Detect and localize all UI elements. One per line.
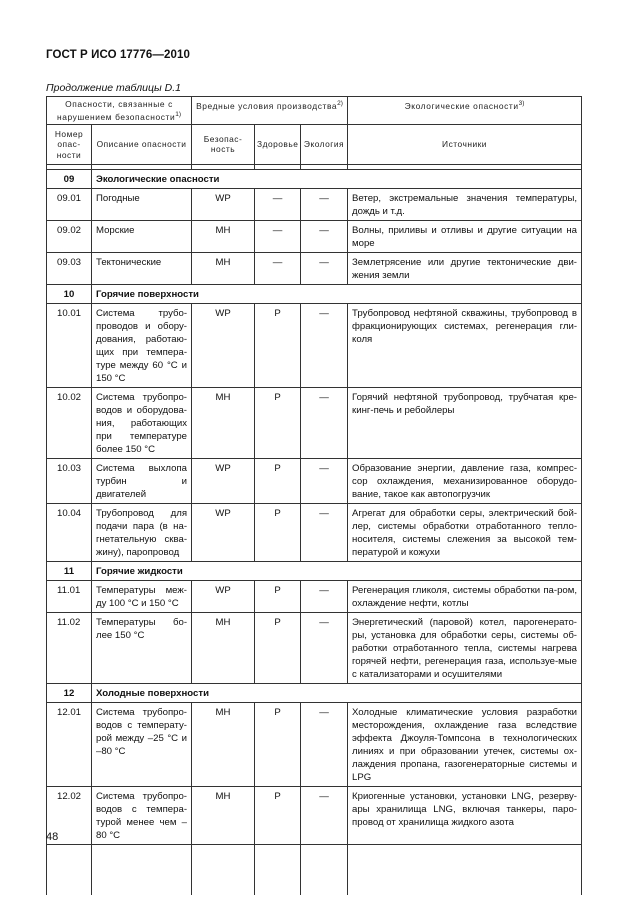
table-row	[47, 786, 582, 844]
table-row	[47, 580, 582, 612]
hazard-number: 10.03	[47, 458, 92, 503]
table-row	[47, 503, 582, 561]
hazard-description: Температуры меж-ду 100 °C и 150 °C	[92, 580, 192, 612]
table-row	[47, 220, 582, 252]
table-row	[47, 387, 582, 458]
hazard-sources: Землетрясение или другие тектонические дви-жения земли	[348, 252, 582, 284]
hazard-sources: Регенерация гликоля, системы обработки па-ром, охлаждение нефти, котлы	[348, 580, 582, 612]
hazard-description: Погодные	[92, 188, 192, 220]
hazard-sources: Образование энергии, давление газа, компрес-сор охлаждения, механизированное оборудо-вание, такое как автопогрузчик	[348, 458, 582, 503]
safety-code: MH	[192, 786, 255, 844]
group-header-ecological: Экологические опасности$^{3)}$	[348, 97, 582, 125]
col-header-number: Номер опас-ности	[47, 124, 92, 164]
hazard-number: 09.03	[47, 252, 92, 284]
col-header-ecology: Экология	[301, 124, 348, 164]
section-title: Горячие поверхности	[92, 284, 582, 303]
ecology-code: —	[301, 612, 348, 683]
hazard-description: Морские	[92, 220, 192, 252]
health-code: P	[255, 702, 301, 786]
safety-code: MH	[192, 387, 255, 458]
hazard-number: 10.04	[47, 503, 92, 561]
health-code: P	[255, 786, 301, 844]
table-row	[47, 702, 582, 786]
safety-code: MH	[192, 612, 255, 683]
hazard-sources: Трубопровод нефтяной скважины, трубопровод в фракционирующих системах, регенерация гли-коля	[348, 303, 582, 387]
ecology-code: —	[301, 303, 348, 387]
safety-code: MH	[192, 702, 255, 786]
hazard-sources: Ветер, экстремальные значения температуры, дождь и т.д.	[348, 188, 582, 220]
health-code: P	[255, 458, 301, 503]
tail-cell	[255, 844, 301, 895]
hazard-description: Система трубопро-водов с температу-рой между –25 °C и –80 °C	[92, 702, 192, 786]
table-row	[47, 458, 582, 503]
hazard-number: 10.02	[47, 387, 92, 458]
safety-code: MH	[192, 252, 255, 284]
hazard-number: 10.01	[47, 303, 92, 387]
hazard-sources: Горячий нефтяной трубопровод, трубчатая кре-кинг-печь и ребойлеры	[348, 387, 582, 458]
hazard-number: 12.02	[47, 786, 92, 844]
hazard-description: Система трубо-проводов и обору-дования, работаю-щих при темпера-туре между 60 °C и 150 °C	[92, 303, 192, 387]
table-continuation-caption: Продолжение таблицы D.1	[46, 82, 181, 94]
table-tail	[47, 844, 582, 895]
hazard-description: Система трубопро-водов и оборудова-ния, работающих при температуре более 150 °C	[92, 387, 192, 458]
ecology-code: —	[301, 387, 348, 458]
safety-code: WP	[192, 303, 255, 387]
ecology-code: —	[301, 188, 348, 220]
hazard-sources: Волны, приливы и отливы и другие ситуации на море	[348, 220, 582, 252]
ecology-code: —	[301, 220, 348, 252]
health-code: —	[255, 252, 301, 284]
page-header: ГОСТ Р ИСО 17776—2010	[46, 49, 191, 61]
group-header-safety: Опасности, связанные с нарушением безопасности$^{1)}$	[47, 97, 192, 125]
section-title: Экологические опасности	[92, 169, 582, 188]
ecology-code: —	[301, 503, 348, 561]
hazard-description: Система трубопро-водов с темпера-турой менее чем –80 °C	[92, 786, 192, 844]
hazard-number: 09.01	[47, 188, 92, 220]
table-row	[47, 303, 582, 387]
tail-cell	[92, 844, 192, 895]
group-header-row	[47, 97, 582, 125]
section-row	[47, 169, 582, 188]
section-row	[47, 284, 582, 303]
section-number: 12	[47, 683, 92, 702]
health-code: —	[255, 220, 301, 252]
hazard-description: Тектонические	[92, 252, 192, 284]
tail-cell	[301, 844, 348, 895]
hazard-sources: Энергетический (паровой) котел, парогенерато-ры, установка для обработки серы, системы об-работки отработанного тепла, системы нагрева горячей нефти, регенерация газа, используе-мые с катализаторами и осушителями	[348, 612, 582, 683]
hazard-description: Система выхлопа турбин и двигателей	[92, 458, 192, 503]
safety-code: WP	[192, 580, 255, 612]
health-code: P	[255, 580, 301, 612]
hazard-description: Температуры бо-лее 150 °C	[92, 612, 192, 683]
tail-cell	[47, 844, 92, 895]
hazard-sources: Криогенные установки, установки LNG, резерву-ары хранилища LNG, включая танкеры, паро-провод от хранилища жидкого азота	[348, 786, 582, 844]
hazard-number: 12.01	[47, 702, 92, 786]
health-code: P	[255, 303, 301, 387]
col-header-description: Описание опасности	[92, 124, 192, 164]
safety-code: MH	[192, 220, 255, 252]
safety-code: WP	[192, 503, 255, 561]
section-number: 11	[47, 561, 92, 580]
hazards-table	[46, 96, 582, 895]
table-row	[47, 612, 582, 683]
hazard-number: 11.02	[47, 612, 92, 683]
health-code: P	[255, 503, 301, 561]
hazard-number: 11.01	[47, 580, 92, 612]
section-row	[47, 561, 582, 580]
col-header-sources: Источники	[348, 124, 582, 164]
page-number: 48	[46, 831, 59, 843]
ecology-code: —	[301, 702, 348, 786]
tail-cell	[192, 844, 255, 895]
health-code: P	[255, 387, 301, 458]
ecology-code: —	[301, 786, 348, 844]
section-number: 09	[47, 169, 92, 188]
col-header-health: Здоровье	[255, 124, 301, 164]
hazard-number: 09.02	[47, 220, 92, 252]
ecology-code: —	[301, 580, 348, 612]
column-header-row	[47, 124, 582, 164]
safety-code: WP	[192, 188, 255, 220]
safety-code: WP	[192, 458, 255, 503]
tail-cell	[348, 844, 582, 895]
col-header-safety: Безопас-ность	[192, 124, 255, 164]
table-row	[47, 252, 582, 284]
section-title: Горячие жидкости	[92, 561, 582, 580]
ecology-code: —	[301, 252, 348, 284]
health-code: —	[255, 188, 301, 220]
section-title: Холодные поверхности	[92, 683, 582, 702]
health-code: P	[255, 612, 301, 683]
section-row	[47, 683, 582, 702]
ecology-code: —	[301, 458, 348, 503]
group-header-harmful-conditions: Вредные условия производства$^{2)}$	[192, 97, 348, 125]
section-number: 10	[47, 284, 92, 303]
hazard-sources: Агрегат для обработки серы, электрический бой-лер, системы обработки отработанного тепло-носителя, системы слежения за высокой тем-пературой и кожухи	[348, 503, 582, 561]
hazard-sources: Холодные климатические условия разработки месторождения, охлаждение газа вследствие эффекта Джоуля-Томпсона в технологических линиях и при образовании утечек, системы ох-лаждения пропана, газогенераторные системы и LPG	[348, 702, 582, 786]
table-row	[47, 188, 582, 220]
hazard-description: Трубопровод для подачи пара (в на-гнетательную сква-жину), паропровод	[92, 503, 192, 561]
